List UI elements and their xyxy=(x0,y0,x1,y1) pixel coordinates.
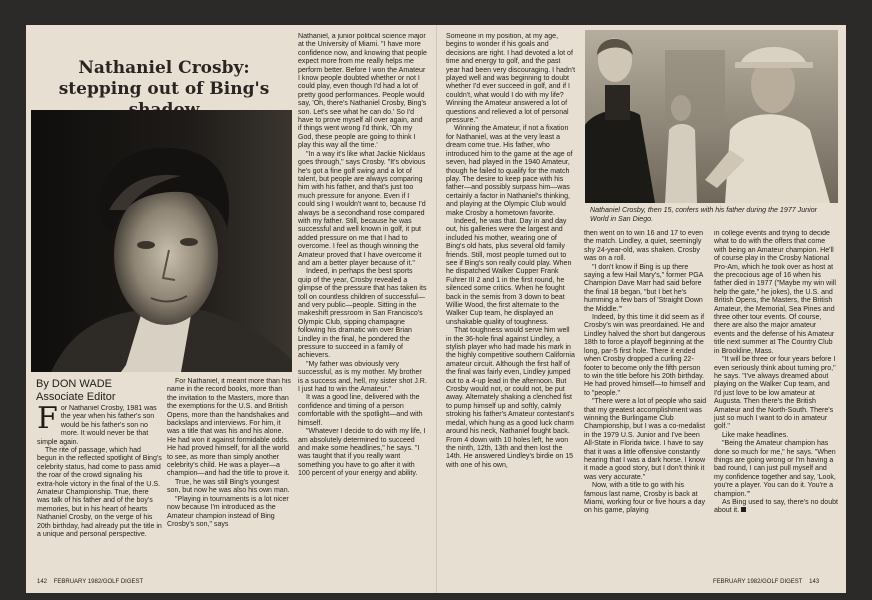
col5-paragraph-4: "There were a lot of people who said that my greatest accomplishment was winning the Burlingame Club Championship, but I was a co-medalist in the 1979 U.S. Junior and I've been All-State in Florida twice. I have to say that it was a little offensive constantly hearing that I was a dark horse. I know it made a good story, but I don't think it was very accurate." xyxy=(584,398,707,481)
end-mark-icon xyxy=(741,507,746,512)
col5-paragraph-3: Indeed, by this time it did seem as if Crosby's win was preordained. He and Lindley halved the short but dangerous 18th to force a playoff beginning at the long, par-5 first hole. There it ended when Crosby dropped a curling 22-footer to become only the fifth person to win the title before his 20th birthday. He had proved himself—to himself and to "people." xyxy=(584,314,706,397)
column-1 xyxy=(37,405,162,575)
col1-paragraph-1: or Nathaniel Crosby, 1981 was the year when his father's son would be his father's son no more. It would never be that simple again. xyxy=(37,405,157,446)
title-line-1: Nathaniel Crosby: xyxy=(78,58,250,78)
photo-caption: Nathaniel Crosby, then 15, confers with his father during the 1977 Junior World in San Diego. xyxy=(590,206,817,223)
footer-right xyxy=(713,579,819,585)
col3-paragraph-6: "Whatever I decide to do with my life, I am absolutely determined to succeed and make some headlines," he says. "I was taught that if you really want something you have to go after it with 100 percent of your energy and ability. xyxy=(298,428,426,478)
title-line-2: stepping out of Bing's xyxy=(58,79,270,99)
col2-paragraph-2: True, he was still Bing's youngest son, but now he was also his own man. xyxy=(167,478,290,495)
col5-paragraph-5: Now, with a title to go with his famous last name, Crosby is back at Miami, working four or five hours a day on his game, playing xyxy=(584,482,706,515)
col5-paragraph-1: then went on to win 16 and 17 to even the match. Lindley, a quiet, seemingly shy 24-year-old, was shaken. Crosby was on a roll. xyxy=(584,230,704,263)
column-3 xyxy=(298,33,427,575)
col3-paragraph-3: Indeed, in perhaps the best sports quip of the year, Crosby revealed a glimpse of the pressure that has taken its toll on countless children of successful—and very public—people. Sitting in the makeshift pressroom in San Francisco's Olympic Club, sipping champagne following his dramatic win over Brian Lindley in the final, he pondered the pressure to succeed in a family of achievers. xyxy=(298,268,427,360)
col6-paragraph-4: "Being the Amateur champion has done so much for me," he says. "When things are going wrong or I'm having a bad round, I can just pull myself and my confidence together and say, 'Look, you're a player. You can do it. You're a champion.'" xyxy=(714,440,836,498)
byline-role: Associate Editor xyxy=(36,390,116,403)
column-4 xyxy=(446,33,576,575)
col3-paragraph-5: It was a good line, delivered with the confidence and timing of a person comfortable with the spotlight—and with himself. xyxy=(298,394,423,427)
father-son-photo-illustration xyxy=(585,30,838,203)
col3-paragraph-4: "My father was obviously very successful, as is my mother. My brother is a success and, hell, my sister shot J.R. I just had to win the Amateur." xyxy=(298,360,427,394)
col1-paragraph-2: The rite of passage, which had begun in the reflected spotlight of Bing's celebrity status, had come to pass amid the roar of the crowd signaling his extra-hole victory in the final of the U.S. Amateur Championship. True, there was talk of his father and of the boy's memories, but in his heart of hearts Nathaniel Crosby, on the verge of his 20th birthday, had already put the title in a unique and personal perspective. xyxy=(37,447,162,539)
col4-paragraph-3: Indeed, he was that. Day in and day out, his galleries were the largest and included his mother, wearing one of Bing's old hats, plus several old family friends. Still, most people turned out to see if Bing's son really could play. When he dispatched Walker Cupper Frank Fuhrer III 2 and 1 in the first round, he silenced some critics. When he fought back in the semis from 3 down to beat Willie Wood, the first alternate to the Walker Cup team, he displayed an unshakable quality of toughness. xyxy=(446,217,572,326)
col4-paragraph-1: Someone in my position, at my age, begins to wonder if his goals and decisions are right. I had devoted a lot of time and energy to golf, and the past year had been very discouraging. I hadn't played well and was beginning to doubt whether I'd ever succeed in golf, and if I couldn't, what would I do with my life? Winning the Amateur answered a lot of questions and relieved a lot of personal pressure." xyxy=(446,33,576,125)
col6-paragraph-5: As Bing used to say, there's no doubt about it. xyxy=(714,499,838,515)
page-gutter xyxy=(436,25,437,593)
col2-paragraph-1: For Nathaniel, it meant more than his name in the record books, more than the invitation to the Masters, more than the exemptions for the U.S. and British Opens, more than the handshakes and backslaps and interviews. For him, it was a title that was his and his alone. He had won it against formidable odds. He had proved himself, for all the world to see, as more than simply another celebrity's child. He was a player—a champion—and had the title to prove it. xyxy=(167,378,291,478)
col3-paragraph-2: "In a way it's like what Jackie Nicklaus goes through," says Crosby. "It's obvious he's got a fine golf swing and a lot of talent, but people are always comparing him with his father, and that's just too much pressure for anyone. Even if I could sing I wouldn't want to, because I'd always be a secondhand rose compared with my father. Still, because he was successful and well known in golf, it put added pressure on me that I had to overcome. I feel as though winning the Amateur proved that I have overcome it and am a better player because of it." xyxy=(298,150,426,267)
col6-paragraph-1: in college events and trying to decide what to do with the offers that come with being an Amateur champion. He'll of course play in the Crosby National Pro-Am, which he took over as host at the precocious age of 16 when his father died in 1977 ("Maybe my win will help the gate," he jokes), the U.S. and British Opens, the Masters, the British Amateur, the Memorial, Sea Pines and three other tour events. Of course, there are also the major amateur events and the defense of his Amateur title next summer at The Country Club in Brookline, Mass. xyxy=(714,230,836,355)
column-2 xyxy=(167,378,292,575)
right-magazine-name: FEBRUARY 1982/GOLF DIGEST xyxy=(713,579,803,585)
col4-paragraph-4: That toughness would serve him well in the 36-hole final against Lindley, a stylish player who had made his mark in the highly competitive southern California amateur circuit. Although the first half of the final was fairly even, Lindley jumped out to a 4-up lead in the afternoon. But Crosby would not, or could not, be put away. Alternately shaking a clenched fist to pump himself up and softly, calmly stroking his father's Amateur contestant's medal, which hung as a good luck charm around his neck, Nathaniel fought back. From 4 down with 10 holes left, he won the ninth, 12th, 13th and then lost the 14th. He answered Lindley's birdie on 15 with one of his own, xyxy=(446,327,575,469)
right-page-number: 143 xyxy=(809,579,820,585)
portrait-photo-illustration xyxy=(31,110,292,372)
father-son-photo xyxy=(585,30,838,203)
col3-paragraph-1: Nathaniel, a junior political science major at the University of Miami. "I have more confidence now, and knowing that people expect more from me really helps me perform better. Before I won the Amateur I know people doubted whether or not I could play, even though I'd had a lot of pretty good performances. People would say, 'Oh, there's Nathaniel Crosby, Bing's son. Let's see what he can do.' So I'd have to prove myself all over again, and if things went wrong I'd think, 'Oh my God, these people are going to think I play this way all the time.' xyxy=(298,33,427,150)
drop-cap: F xyxy=(37,405,58,436)
col5-paragraph-2: "I don't know if Bing is up there saying a few Hail Mary's," former PGA Champion Dave Marr had said before the final 18 began, "but I bet he's humming a few bars of 'Straight Down the Middle.'" xyxy=(584,263,703,313)
column-5 xyxy=(584,230,708,575)
left-magazine-name: FEBRUARY 1982/GOLF DIGEST xyxy=(53,579,144,585)
byline-author: By DON WADE xyxy=(36,378,112,390)
left-page-number: 142 xyxy=(37,579,48,585)
portrait-photo xyxy=(31,110,292,372)
col4-paragraph-2: Winning the Amateur, if not a fixation for Nathaniel, was at the very least a dream come true. His father, who introduced him to the game at the age of seven, had played in the 1940 Amateur, though he failed to qualify for the match play. The desire to keep pace with his father—and possibly surpass him—was certainly a factor in Nathaniel's thinking, and playing at the Olympic Club would make Crosby a hometown favorite. xyxy=(446,125,573,217)
col2-paragraph-3: "Playing in tournaments is a lot nicer now because I'm introduced as the Amateur champion instead of Bing Crosby's son," says xyxy=(167,495,289,528)
col6-paragraph-2: "It will be three or four years before I even seriously think about turning pro," he says. "I've always dreamed about playing on the Walker Cup team, and I'd just love to be low amateur at Augusta. Then there's the British Amateur and the North-South. There's just so much I want to do in amateur golf." xyxy=(714,356,836,431)
footer-left xyxy=(37,579,143,585)
column-6 xyxy=(714,230,838,575)
col6-paragraph-3: Like make headlines. xyxy=(722,431,789,439)
